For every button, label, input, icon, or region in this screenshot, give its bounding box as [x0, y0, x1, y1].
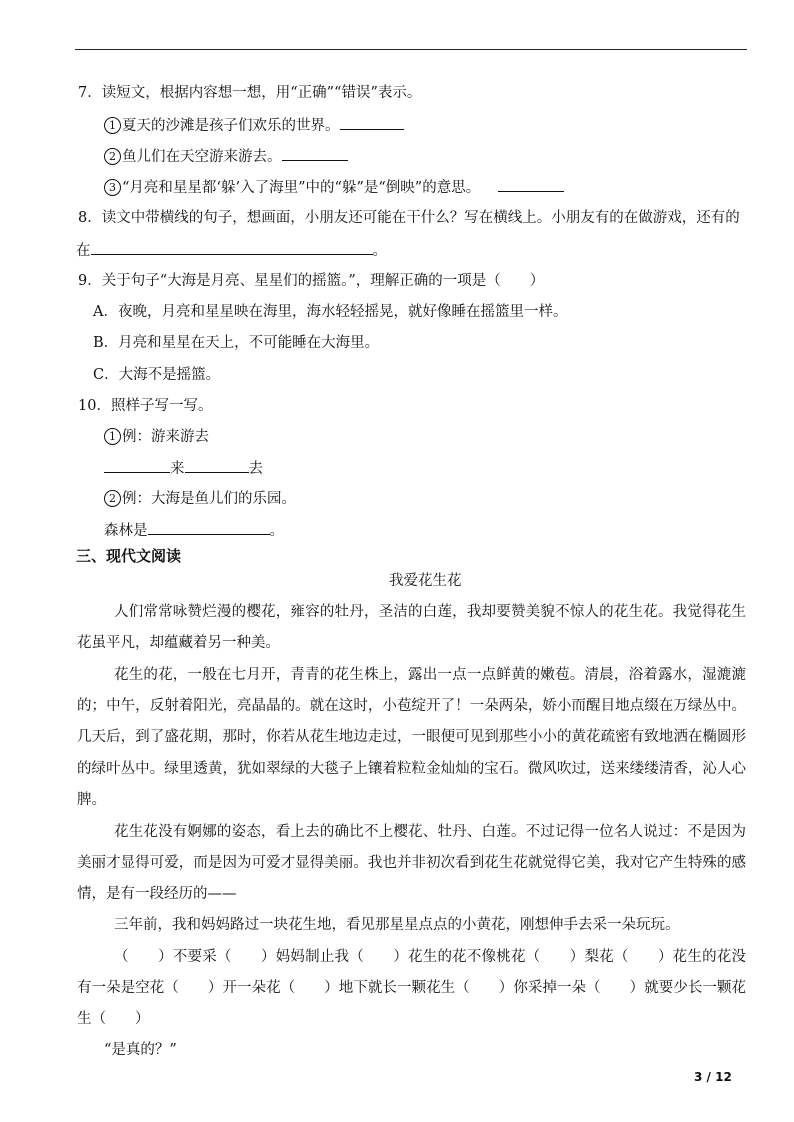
q7-item-3 [104, 177, 564, 198]
q10-example-2 [104, 489, 296, 509]
q8-line2-end: 。 [372, 243, 387, 259]
q9-option-a[interactable]: A．夜晚，月亮和星星映在海里，海水轻轻摇晃，就好像睡在摇篮里一样。 [93, 304, 568, 320]
q7-item-2 [104, 146, 348, 167]
passage-punctuation-line[interactable]: 生（ ） [77, 1011, 150, 1027]
q10-fill-2-end: 。 [269, 523, 284, 539]
q8-line1: 8．读文中带横线的句子，想画面，小朋友还可能在干什么？写在横线上。小朋友有的在做游戏，还有的 [78, 210, 740, 226]
answer-blank[interactable] [104, 458, 170, 473]
circled-number: 3 [104, 179, 121, 196]
circled-number: 1 [104, 428, 121, 445]
answer-blank[interactable] [148, 520, 270, 535]
circled-number: 1 [104, 117, 121, 134]
circled-number: 2 [104, 148, 121, 165]
q10-fill-1-mid: 来 [170, 461, 185, 477]
passage-line: 花虽平凡，却蕴藏着另一种美。 [77, 635, 280, 651]
page-number: 3 / 12 [694, 1070, 732, 1084]
passage-line: 美丽才显得可爱，而是因为可爱才显得美丽。我也并非初次看到花生花就觉得它美，我对它产生特殊的感 [77, 855, 746, 871]
q10-prompt: 10．照样子写一写。 [78, 398, 213, 414]
q7-item-1-text: 夏天的沙滩是孩子们欢乐的世界。 [122, 118, 340, 134]
q9-option-c[interactable]: C．大海不是摇篮。 [93, 367, 221, 383]
passage-line: “是真的？” [104, 1042, 177, 1058]
answer-blank[interactable] [340, 115, 404, 130]
q8-line2 [76, 240, 387, 261]
q9-option-b[interactable]: B．月亮和星星在天上，不可能睡在大海里。 [93, 335, 380, 351]
q10-example-1-text: 例：游来游去 [122, 429, 209, 445]
q7-item-3-text: “月亮和星星都‘躲’入了海里”中的“躲”是“倒映”的意思。 [122, 180, 481, 196]
q10-fill-1-end: 去 [248, 461, 263, 477]
passage-line: 的绿叶丛中。绿里透黄，犹如翠绿的大毯子上镶着粒粒金灿灿的宝石。微风吹过，送来缕缕清香，沁人心 [77, 761, 746, 777]
q10-fill-2-start: 森林是 [104, 523, 148, 539]
passage-line: 的；中午，反射着阳光，亮晶晶的。就在这时，小苞绽开了！一朵两朵，娇小而醒目地点缀在万绿丛中。 [77, 698, 746, 714]
passage-punctuation-line[interactable]: （ ）不要采（ ）妈妈制止我（ ）花生的花不像桃花（ ）梨花（ ）花生的花没 [114, 949, 746, 965]
answer-blank[interactable] [498, 177, 564, 192]
q7-item-2-text: 鱼儿们在天空游来游去。 [122, 149, 282, 165]
passage-punctuation-line[interactable]: 有一朵是空花（ ）开一朵花（ ）地下就长一颗花生（ ）你采掉一朵（ ）就要少长一颗花 [77, 980, 746, 996]
passage-title: 我爱花生花 [389, 573, 462, 589]
passage-line: 脾。 [77, 792, 106, 808]
q7-item-1 [104, 115, 404, 136]
q9-prompt: 9．关于句子“大海是月亮、星星们的摇篮。”，理解正确的一项是（ ） [78, 273, 545, 289]
answer-blank[interactable] [282, 146, 348, 161]
circled-number: 2 [104, 490, 121, 507]
answer-blank[interactable] [91, 240, 373, 255]
passage-line: 几天后，到了盛花期，那时，你若从花生地边走过，一眼便可见到那些小小的黄花疏密有致地洒在椭圆形 [77, 729, 746, 745]
q10-example-1 [104, 427, 209, 447]
q10-fill-1 [104, 458, 263, 479]
passage-line: 花生花没有婀娜的姿态，看上去的确比不上樱花、牡丹、白莲。不过记得一位名人说过：不是因为 [114, 824, 746, 840]
passage-line: 人们常常咏赞烂漫的樱花，雍容的牡丹，圣洁的白莲，我却要赞美貌不惊人的花生花。我觉得花生 [114, 604, 746, 620]
answer-blank[interactable] [185, 458, 249, 473]
q10-fill-2 [104, 520, 284, 541]
q10-example-2-text: 例：大海是鱼儿们的乐园。 [122, 491, 296, 507]
q7-prompt: 7．读短文，根据内容想一想，用“正确”“错误”表示。 [78, 85, 422, 101]
passage-line: 情，是有一段经历的—— [77, 886, 237, 902]
passage-line: 三年前，我和妈妈路过一块花生地，看见那星星点点的小黄花，刚想伸手去采一朵玩玩。 [114, 917, 680, 933]
passage-line: 花生的花，一般在七月开，青青的花生株上，露出一点一点鲜黄的嫩苞。清晨，浴着露水，湿漉漉 [114, 667, 746, 683]
header-rule [75, 49, 747, 50]
section-heading: 三、现代文阅读 [76, 547, 182, 565]
q8-line2-start: 在 [76, 243, 91, 259]
